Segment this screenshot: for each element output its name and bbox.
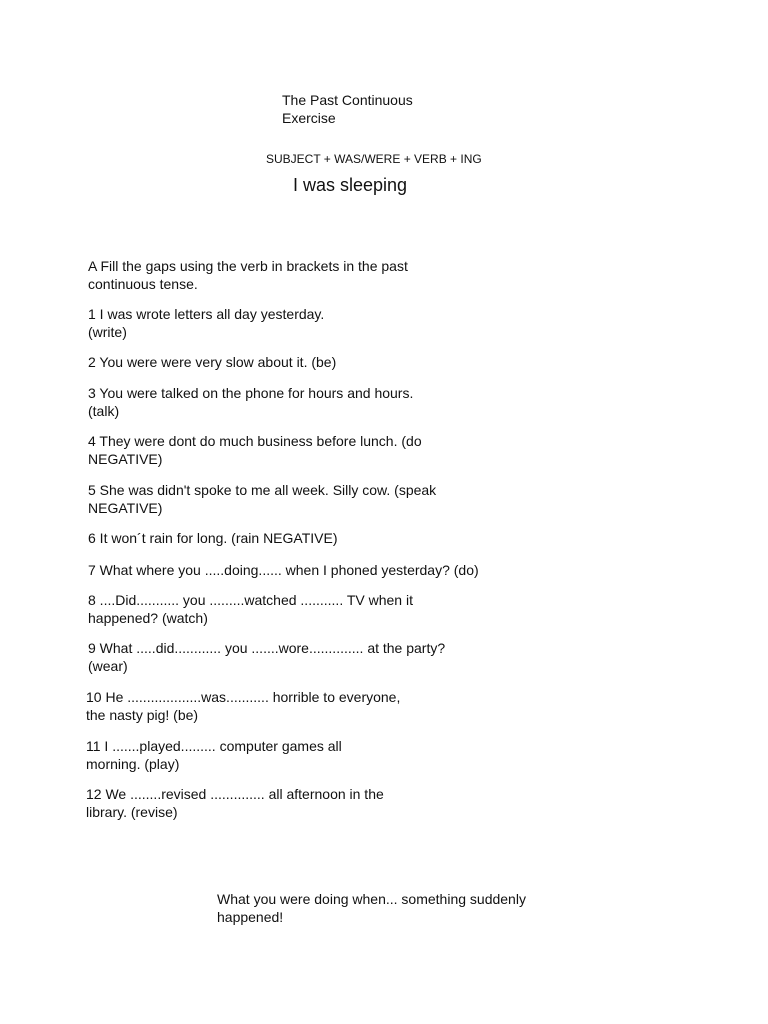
example-sentence: I was sleeping (293, 175, 408, 195)
exercise-item-8: 8 ....Did........... you .........watched ........... TV when it happened? (watch) (88, 592, 413, 626)
exercise-item-12: 12 We ........revised .............. all afternoon in the library. (revise) (86, 786, 384, 820)
exercise-item-1: 1 I was wrote letters all day yesterday. (write) (88, 306, 325, 340)
page-title: The Past Continuous Exercise (282, 92, 413, 126)
exercise-item-2: 2 You were were very slow about it. (be) (88, 354, 337, 370)
exercise-item-11: 11 I .......played......... computer games all morning. (play) (86, 738, 342, 772)
footer-note: What you were doing when... something suddenly happened! (217, 891, 526, 925)
exercise-item-3: 3 You were talked on the phone for hours and hours. (talk) (88, 385, 414, 419)
exercise-instruction: A Fill the gaps using the verb in brackets in the past continuous tense. (88, 258, 408, 292)
exercise-item-5: 5 She was didn't spoke to me all week. Silly cow. (speak NEGATIVE) (88, 482, 437, 516)
exercise-item-7: 7 What where you .....doing...... when I phoned yesterday? (do) (88, 562, 479, 578)
grammar-formula: SUBJECT + WAS/WERE + VERB + ING (266, 152, 482, 166)
exercise-item-4: 4 They were dont do much business before lunch. (do NEGATIVE) (88, 433, 422, 467)
exercise-item-10: 10 He ...................was........... horrible to everyone, the nasty pig! (be) (86, 689, 401, 723)
exercise-item-9: 9 What .....did............ you .......wore.............. at the party? (wear) (88, 640, 446, 674)
exercise-item-6: 6 It won´t rain for long. (rain NEGATIVE) (88, 530, 338, 546)
